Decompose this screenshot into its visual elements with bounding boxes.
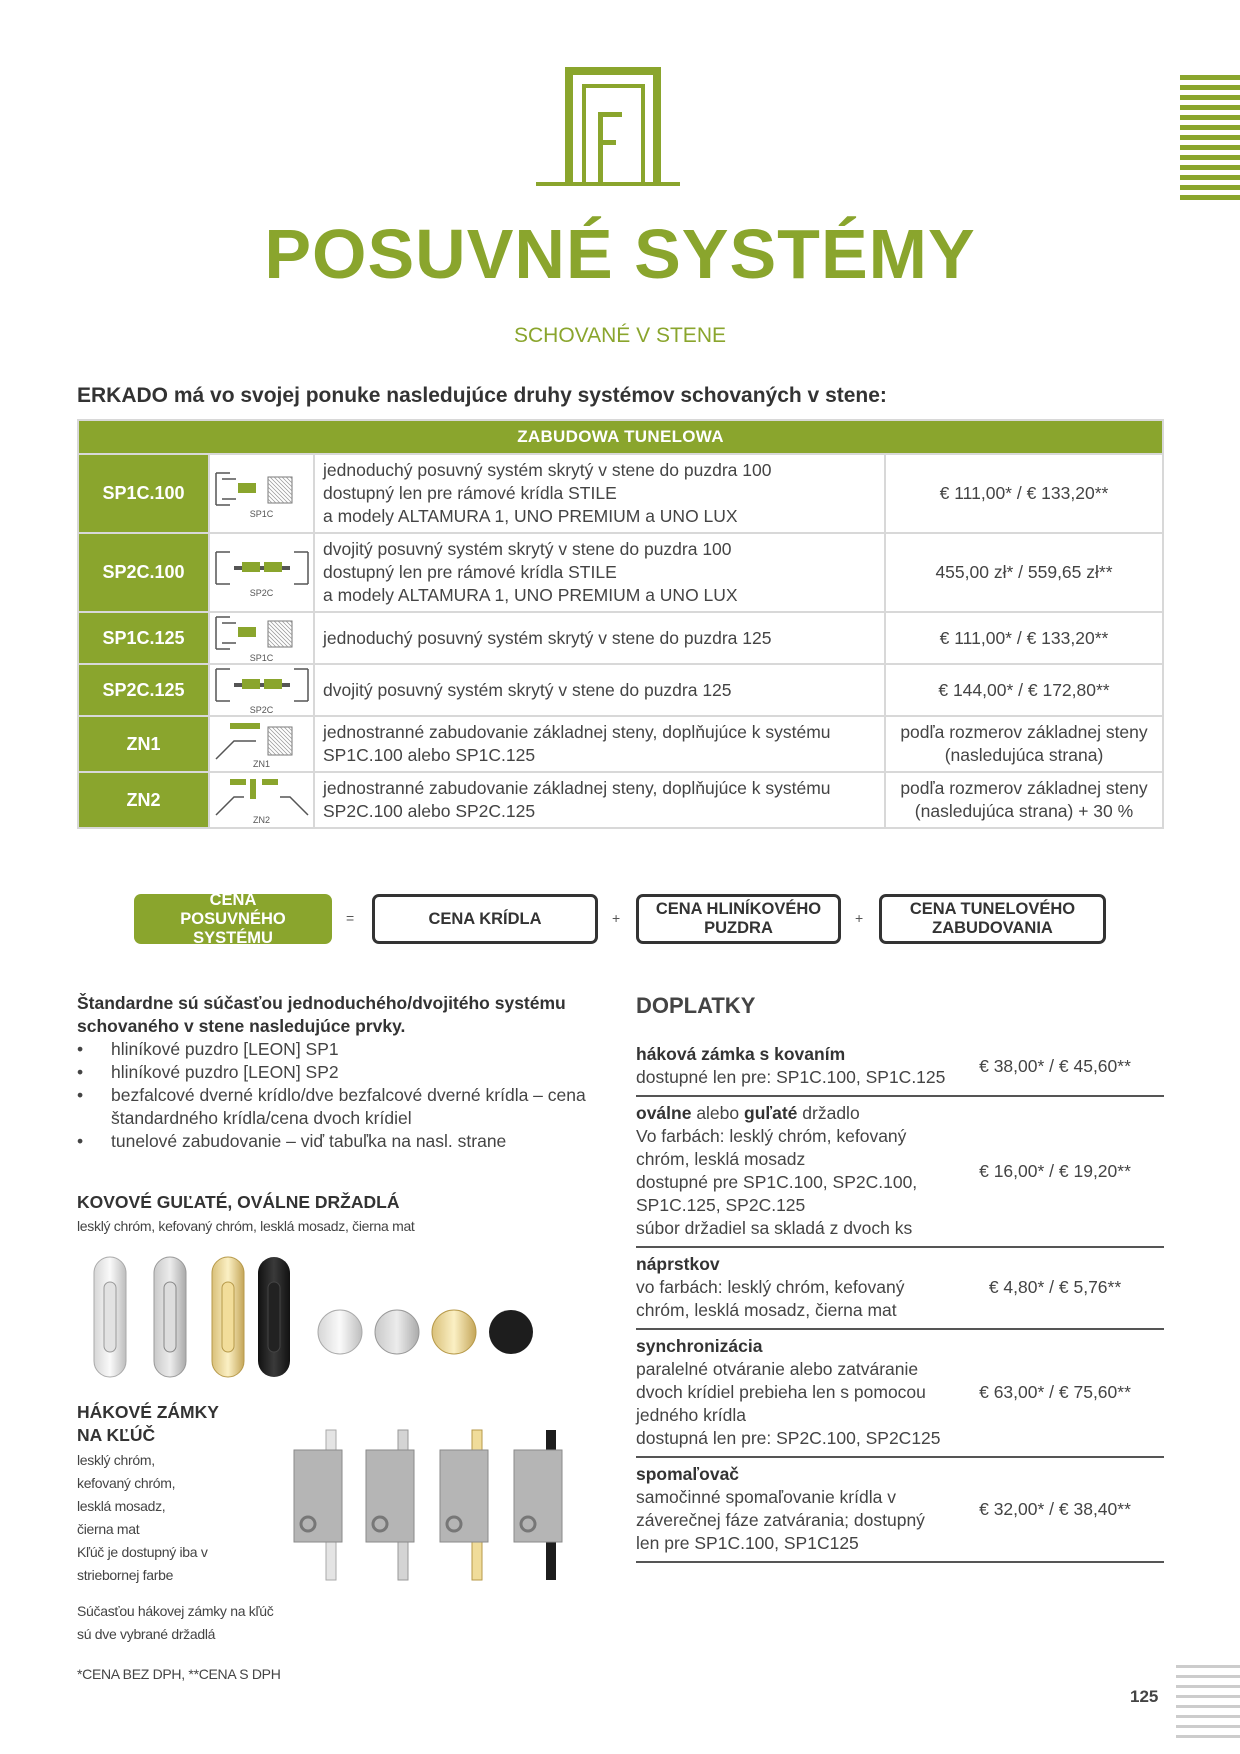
page-number: 125 [1130,1687,1159,1706]
formula-total: CENA POSUVNÉHO SYSTÉMU [134,894,332,944]
page-title: POSUVNÉ SYSTÉMY [264,215,976,293]
locks-note: Súčasťou hákovej zámky na kľúč sú dve vybrané držadlá [77,1603,274,1642]
surcharge-price: € 63,00* / € 75,60** [979,1382,1131,1402]
system-schema-icon: SP1C [209,454,314,533]
standard-heading: Štandardne sú súčasťou jednoduchého/dvojitého systému schovaného v stene nasledujúce prvky. [77,993,566,1036]
handles-colors: lesklý chróm, kefovaný chróm, lesklá mosadz, čierna mat [77,1218,415,1234]
door-logo-icon [530,62,680,202]
handle-black [258,1257,290,1377]
surcharge-row [636,1097,1164,1248]
handle-chrome [94,1257,126,1377]
system-code: SP1C.125 [78,612,209,664]
surcharge-text: spomaľovač samočinné spomaľovanie krídla v záverečnej fáze zatvárania; dostupný len pre SP1C.100, SP1C125 [636,1464,925,1553]
knob-chrome [318,1310,362,1354]
systems-table [77,419,1164,829]
lock-black [514,1430,562,1580]
formula-case-price: CENA HLINÍKOVÉHO PUZDRA [636,894,841,944]
handles-image [92,1252,612,1387]
table-row [78,454,1163,533]
surcharge-price: € 32,00* / € 38,40** [979,1498,1131,1519]
system-price: € 111,00* / € 133,20** [885,454,1163,533]
system-description: jednostranné zabudovanie základnej steny, doplňujúce k systému SP2C.100 alebo SP2C.125 [314,772,885,828]
system-schema-icon: ZN2 [209,772,314,828]
formula-plus: + [612,910,621,926]
surcharges-list [636,1038,1164,1563]
handles-heading: KOVOVÉ GUĽATÉ, OVÁLNE DRŽADLÁ [77,1192,400,1212]
handle-brushed-chrome [154,1257,186,1377]
decorative-stripes [1180,75,1240,205]
system-price: € 144,00* / € 172,80** [885,664,1163,716]
table-row [78,772,1163,828]
system-schema-icon: SP2C [209,533,314,612]
surcharge-text: háková zámka s kovaním dostupné len pre: SP1C.100, SP1C.125 [636,1044,946,1087]
table-row [78,664,1163,716]
system-price: 455,00 zł* / 559,65 zł** [885,533,1163,612]
surcharge-text: synchronizácia paralelné otváranie alebo zatváranie dvoch krídiel prebieha len s pomocou jedného krídla dostupná len pre: SP2C.100, SP2C125 [636,1336,941,1448]
list-item: • hliníkové puzdro [LEON] SP1 [77,1038,617,1061]
system-price: podľa rozmerov základnej steny (nasledujúca strana) + 30 % [885,772,1163,828]
locks-image [292,1428,592,1593]
system-description: jednoduchý posuvný systém skrytý v stene do puzdra 125 [314,612,885,664]
table-row [78,533,1163,612]
intro-text: ERKADO má vo svojej ponuke nasledujúce druhy systémov schovaných v stene: [77,384,887,407]
knob-brushed-chrome [375,1310,419,1354]
table-row [78,612,1163,664]
system-code: ZN1 [78,716,209,772]
surcharges-heading: DOPLATKY [636,993,756,1018]
locks-heading: HÁKOVÉ ZÁMKY NA KĽÚČ [77,1402,219,1445]
system-schema-icon: ZN1 [209,716,314,772]
surcharge-text: oválne alebo guľaté držadlo Vo farbách: lesklý chróm, kefovaný chróm, lesklá mosadz dostupné pre SP1C.100, SP2C.100, SP1C.125, SP2C.125 súbor držadiel sa skladá z dvoch ks [636,1103,918,1238]
lock-chrome [294,1430,342,1580]
system-code: SP1C.100 [78,454,209,533]
knob-black [489,1310,533,1354]
system-schema-icon: SP1C [209,612,314,664]
system-description: jednoduchý posuvný systém skrytý v stene do puzdra 100 dostupný len pre rámové krídla STILE a modely ALTAMURA 1, UNO PREMIUM a UNO LUX [314,454,885,533]
locks-text: lesklý chróm, kefovaný chróm, lesklá mosadz, čierna mat Kľúč je dostupný iba v striebornej farbe [77,1452,208,1583]
list-item: • tunelové zabudovanie – viď tabuľka na nasl. strane [77,1130,617,1153]
system-description: jednostranné zabudovanie základnej steny, doplňujúce k systému SP1C.100 alebo SP1C.125 [314,716,885,772]
handle-brass [212,1257,244,1377]
page-subtitle: SCHOVANÉ V STENE [514,324,726,347]
system-price: € 111,00* / € 133,20** [885,612,1163,664]
list-item: • bezfalcové dverné krídlo/dve bezfalcové dverné krídla – cena štandardného krídla/cena dvoch krídiel [77,1084,617,1130]
surcharge-row [636,1038,1164,1097]
surcharge-row [636,1248,1164,1330]
surcharge-price: € 16,00* / € 19,20** [979,1160,1131,1181]
system-code: SP2C.125 [78,664,209,716]
system-schema-icon: SP2C [209,664,314,716]
lock-brass [440,1430,488,1580]
system-code: SP2C.100 [78,533,209,612]
formula-door-price: CENA KRÍDLA [372,894,598,944]
list-item: • hliníkové puzdro [LEON] SP2 [77,1061,617,1084]
surcharge-row [636,1330,1164,1458]
system-price: podľa rozmerov základnej steny (nasledujúca strana) [885,716,1163,772]
table-row [78,716,1163,772]
footnote: *CENA BEZ DPH, **CENA S DPH [77,1666,281,1682]
system-description: dvojitý posuvný systém skrytý v stene do puzdra 125 [314,664,885,716]
standard-list [77,1038,617,1153]
system-description: dvojitý posuvný systém skrytý v stene do puzdra 100 dostupný len pre rámové krídla STILE a modely ALTAMURA 1, UNO PREMIUM a UNO LUX [314,533,885,612]
surcharge-row [636,1458,1164,1563]
table-header: ZABUDOWA TUNELOWA [78,420,1163,454]
surcharge-price: € 38,00* / € 45,60** [979,1055,1131,1076]
surcharge-price: € 4,80* / € 5,76** [988,1277,1122,1297]
system-code: ZN2 [78,772,209,828]
knob-brass [432,1310,476,1354]
lock-brushed-chrome [366,1430,414,1580]
decorative-stripes [1176,1665,1240,1745]
formula-plus: + [855,910,864,926]
formula-equals: = [346,910,355,926]
surcharge-text: náprstkov vo farbách: lesklý chróm, kefovaný chróm, lesklá mosadz, čierna mat [636,1254,905,1320]
formula-tunnel-price: CENA TUNELOVÉHO ZABUDOVANIA [879,894,1106,944]
